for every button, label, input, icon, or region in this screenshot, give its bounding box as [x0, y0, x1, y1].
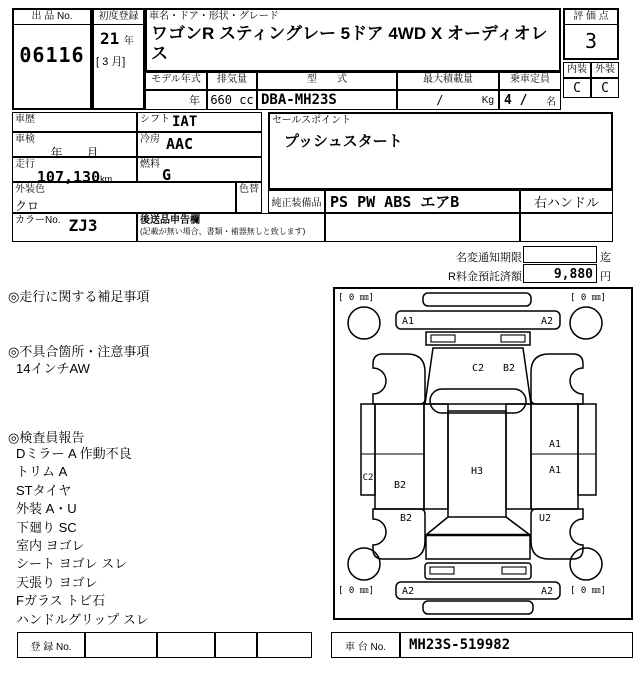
- defects-header: ◎不具合箇所・注意事項: [8, 344, 150, 359]
- windshield: [425, 348, 531, 404]
- damage-code-right-door-upper: A1: [548, 439, 562, 450]
- left-sill-panel: [424, 404, 448, 509]
- front-left-fender: [373, 354, 425, 404]
- reg-no-cell: [215, 632, 257, 658]
- equipment-label-cell: [268, 190, 325, 213]
- inspector-report-item: Dミラー A 作動不良: [16, 446, 132, 461]
- taillight-left: [430, 567, 454, 574]
- exterior-header-cell: [591, 62, 619, 78]
- damage-code-left-quarter-upper: C2: [362, 473, 374, 483]
- damage-code-rear-bumper-right: A2: [540, 586, 554, 597]
- max-load-value: /: [436, 93, 444, 107]
- tire-tread-label-front-right: [ 0 ㎜]: [570, 293, 607, 303]
- model-year-header-cell: [145, 72, 207, 90]
- tire-front-left: [348, 307, 380, 339]
- damage-code-rear-bumper-left: A2: [401, 586, 415, 597]
- ac-label: 冷房: [140, 134, 160, 145]
- color-no-value: ZJ3: [68, 216, 98, 235]
- color-no-cell: [12, 213, 137, 242]
- ac-cell: [137, 132, 262, 157]
- inspector-report-item: 室内 ヨゴレ: [16, 538, 85, 554]
- max-load-label: 最大積載量: [423, 74, 473, 85]
- inspection-cell: [12, 132, 137, 160]
- car-name-box: [145, 8, 561, 72]
- recycle-fee-label: R料金預託済額: [448, 271, 522, 283]
- first-registration-year-unit: 年: [123, 36, 134, 47]
- reg-no-cell: [257, 632, 312, 658]
- reg-no-cell: [85, 632, 157, 658]
- model-year-value-cell: [145, 90, 207, 110]
- capacity-value: 4 /: [504, 92, 528, 108]
- damage-code-right-door-lower: A1: [548, 465, 562, 476]
- tire-tread-label-rear-left: [ 0 ㎜]: [338, 586, 375, 596]
- car-damage-diagram: [333, 287, 633, 620]
- later-items-note: (記載が無い場合、書類・補器無しと致します): [140, 227, 306, 236]
- front-grille-strip: [423, 293, 531, 306]
- reg-no-label-cell: [17, 632, 85, 658]
- chassis-no-value: MH23S-519982: [409, 637, 511, 653]
- fuel-cell: [137, 157, 262, 182]
- mileage-label: 走行: [15, 159, 35, 170]
- handle-value: 右ハンドル: [533, 195, 599, 210]
- recycle-fee-box: [523, 264, 597, 283]
- right-outer-panel: [578, 404, 596, 495]
- interior-label: 内装: [567, 64, 587, 75]
- tire-tread-label-rear-right: [ 0 ㎜]: [570, 586, 607, 596]
- shift-value: IAT: [172, 114, 198, 130]
- model-year-value: 年: [189, 95, 200, 107]
- chassis-no-value-cell: [400, 632, 633, 658]
- equipment-extra-cell: [325, 213, 520, 242]
- later-items-cell: [137, 213, 325, 242]
- rear-window-sides: [426, 517, 530, 535]
- exterior-grade-value: C: [601, 80, 609, 96]
- capacity-label: 乗車定員: [510, 74, 550, 85]
- handle-cell: [520, 190, 613, 213]
- later-items-label: 後送品申告欄: [140, 215, 200, 226]
- history-cell: [12, 112, 137, 132]
- equipment-value: PS PW ABS エアB: [330, 193, 460, 211]
- exterior-grade-cell: [591, 78, 619, 98]
- reg-no-label: 登 録 No.: [30, 641, 72, 653]
- rear-light-panel: [425, 563, 531, 579]
- score-box: [563, 8, 619, 60]
- taillight-right: [502, 567, 526, 574]
- damage-code-roof: H3: [470, 466, 484, 477]
- displacement-value-cell: [207, 90, 257, 110]
- car-name-line2: ス: [151, 44, 168, 63]
- exterior-color-cell: [12, 182, 236, 213]
- inspector-report-item: ハンドルグリップ スレ: [16, 611, 149, 627]
- headlight-left: [431, 335, 455, 342]
- shift-label: シフト: [140, 114, 170, 125]
- model-code-value-cell: [257, 90, 397, 110]
- rear-bumper: [396, 582, 560, 599]
- tire-front-right: [570, 307, 602, 339]
- damage-code-front-bumper-right: A2: [540, 316, 554, 327]
- tire-rear-right: [570, 548, 602, 580]
- interior-grade-value: C: [573, 80, 581, 96]
- damage-code-left-door: B2: [393, 480, 407, 491]
- name-change-deadline-suffix: 迄: [600, 252, 611, 264]
- first-registration-year: 21: [100, 29, 120, 48]
- car-name-line1: ワゴンR スティングレー 5ドア 4WD X オーディオレ: [151, 24, 548, 43]
- front-panel: [426, 332, 530, 345]
- capacity-value-cell: [499, 90, 561, 110]
- first-registration-label: 初度登録: [94, 10, 143, 25]
- rear-gate-panel: [426, 535, 530, 559]
- headlight-right: [501, 335, 525, 342]
- shift-cell: [137, 112, 262, 132]
- inspector-report-item: 外装 A・U: [16, 501, 77, 517]
- mileage-cell: [12, 157, 137, 186]
- roof-panel: [448, 411, 506, 517]
- inspector-report-item: トリム A: [16, 464, 68, 480]
- first-registration-month: [ 3 月]: [96, 56, 126, 68]
- model-year-label: モデル年式: [151, 74, 201, 85]
- front-right-fender: [531, 354, 583, 404]
- mileage-unit: km: [100, 174, 113, 184]
- max-load-header-cell: [397, 72, 499, 90]
- damage-code-windshield-right: B2: [502, 363, 516, 374]
- defect-item: 14インチAW: [16, 361, 90, 376]
- inspector-report-header: ◎検査員報告: [8, 430, 85, 445]
- inspection-label: 車検: [15, 134, 35, 145]
- mileage-value: 107,130: [36, 168, 101, 186]
- inspector-report-item: シート ヨゴレ スレ: [16, 556, 128, 572]
- equipment-label: 純正装備品: [271, 198, 322, 209]
- capacity-header-cell: [499, 72, 561, 90]
- equipment-value-cell: [325, 190, 520, 213]
- score-label: 評 価 点: [565, 10, 617, 25]
- interior-grade-cell: [563, 78, 591, 98]
- damage-code-windshield-left: C2: [471, 363, 485, 374]
- displacement-header-cell: [207, 72, 257, 90]
- tire-tread-label-front-left: [ 0 ㎜]: [338, 293, 375, 303]
- capacity-unit: 名: [546, 96, 556, 108]
- sales-point-box: [268, 112, 613, 190]
- recycle-fee-value: 9,880: [553, 267, 593, 282]
- reg-no-cell: [157, 632, 215, 658]
- inspector-report-item: 下廻り SC: [16, 519, 77, 535]
- max-load-unit: Kg: [481, 94, 494, 106]
- recycle-fee-unit: 円: [600, 271, 611, 283]
- color-no-label: カラーNo.: [15, 215, 61, 226]
- history-label: 車歴: [15, 114, 35, 125]
- color-change-cell: [236, 182, 262, 213]
- inspector-report-item: Fガラス トビ石: [16, 593, 106, 609]
- inspector-report-list: [16, 445, 149, 629]
- max-load-value-cell: [397, 90, 499, 110]
- right-door-panel: [531, 404, 578, 509]
- rear-lower-strip: [423, 601, 533, 614]
- ac-value: AAC: [166, 135, 194, 153]
- lot-number-box: [12, 8, 92, 110]
- exterior-color-value: クロ: [15, 199, 40, 213]
- car-name-label: 車名・ドア・形状・グレード: [149, 11, 279, 22]
- tire-rear-left: [348, 548, 380, 580]
- interior-header-cell: [563, 62, 591, 78]
- driving-notes-header: ◎走行に関する補足事項: [8, 289, 150, 304]
- first-registration-box: [92, 8, 145, 110]
- lot-number-label: 出 品 No.: [14, 10, 90, 25]
- displacement-label: 排気量: [217, 74, 247, 85]
- roof-front-edge: [430, 389, 526, 413]
- fuel-value: G: [162, 166, 172, 184]
- damage-code-front-bumper-left: A1: [401, 316, 415, 327]
- sales-point-value: プッシュスタート: [284, 133, 403, 150]
- right-sill-panel: [506, 404, 531, 509]
- color-change-label: 色替: [239, 184, 259, 195]
- model-code-value: DBA-MH23S: [261, 92, 337, 108]
- model-code-header-cell: [257, 72, 397, 90]
- lot-number-value: 06116: [19, 43, 85, 67]
- inspection-value: 年 月: [50, 146, 99, 160]
- damage-code-left-quarter-lower: B2: [399, 513, 413, 524]
- name-change-deadline-box: [523, 246, 597, 263]
- handle-extra-cell: [520, 213, 613, 242]
- chassis-no-label-cell: [331, 632, 400, 658]
- score-value: 3: [584, 29, 598, 53]
- name-change-deadline-label: 名変通知期限: [456, 252, 522, 264]
- model-code-label: 型 式: [307, 74, 347, 85]
- fuel-label: 燃料: [140, 159, 160, 170]
- sales-point-label: セールスポイント: [272, 115, 352, 126]
- damage-code-right-quarter-lower: U2: [538, 513, 552, 524]
- chassis-no-label: 車 台 No.: [344, 641, 387, 653]
- inspector-report-item: STタイヤ: [16, 482, 72, 498]
- exterior-color-label: 外装色: [15, 184, 45, 195]
- exterior-label: 外装: [595, 64, 615, 75]
- front-bumper: [396, 311, 560, 329]
- inspector-report-item: 天張り ヨゴレ: [16, 574, 98, 590]
- displacement-value: 660 cc: [210, 93, 254, 107]
- left-door-panel: [375, 404, 424, 509]
